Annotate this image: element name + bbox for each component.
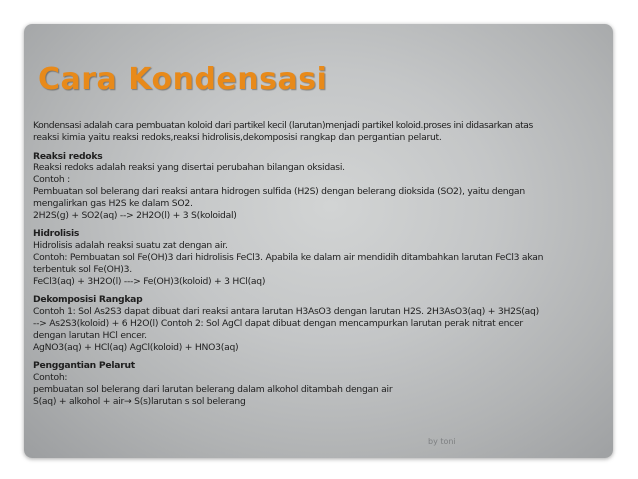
hidrolisis-equation: FeCl3(aq) + 3H2O(l) ---> Fe(OH)3(koloid) + 3 HCl(aq) <box>33 275 266 287</box>
dekomposisi-line: dengan larutan HCl encer. <box>33 329 147 341</box>
section-heading-dekomposisi: Dekomposisi Rangkap <box>33 294 143 306</box>
footer-author: by toni <box>428 437 456 446</box>
section-heading-redoks: Reaksi redoks <box>33 150 103 162</box>
hidrolisis-line: Hidrolisis adalah reaksi suatu zat dengan air. <box>33 240 228 252</box>
hidrolisis-line: Contoh: Pembuatan sol Fe(OH)3 dari hidrolisis FeCl3. Apabila ke dalam air mendidih ditambahkan larutan FeCl3 akan <box>33 251 544 263</box>
intro-line: reaksi kimia yaitu reaksi redoks,reaksi hidrolisis,dekomposisi rangkap dan pergantian pelarut. <box>33 131 442 143</box>
slide-body <box>33 120 611 408</box>
penggantian-equation: S(aq) + alkohol + air→ S(s)larutan s sol belerang <box>33 395 246 407</box>
hidrolisis-line: terbentuk sol Fe(OH)3. <box>33 263 132 275</box>
dekomposisi-line: --> As2S3(koloid) + 6 H2O(l) Contoh 2: Sol AgCl dapat dibuat dengan mencampurkan larutan perak nitrat encer <box>33 317 523 329</box>
penggantian-line: Contoh: <box>33 372 68 384</box>
section-heading-penggantian: Penggantian Pelarut <box>33 360 135 372</box>
dekomposisi-line: Contoh 1: Sol As2S3 dapat dibuat dari reaksi antara larutan H3AsO3 dengan larutan H2S. 2H3AsO3(aq) + 3H2S(aq) <box>33 306 539 318</box>
penggantian-line: pembuatan sol belerang dari larutan belerang dalam alkohol ditambah dengan air <box>33 383 393 395</box>
intro-line: Kondensasi adalah cara pembuatan koloid dari partikel kecil (larutan)menjadi partikel koloid.proses ini didasarkan atas <box>33 120 533 131</box>
redoks-line: Contoh : <box>33 174 70 186</box>
section-heading-hidrolisis: Hidrolisis <box>33 228 80 240</box>
redoks-line: Reaksi redoks adalah reaksi yang disertai perubahan bilangan oksidasi. <box>33 162 345 174</box>
redoks-equation: 2H2S(g) + SO2(aq) --> 2H2O(l) + 3 S(koloidal) <box>33 209 237 221</box>
slide-title: Cara Kondensasi <box>38 62 328 97</box>
redoks-line: Pembuatan sol belerang dari reaksi antara hidrogen sulfida (H2S) dengan belerang dioksida (SO2), yaitu dengan <box>33 185 525 197</box>
redoks-line: mengalirkan gas H2S ke dalam SO2. <box>33 197 193 209</box>
dekomposisi-equation: AgNO3(aq) + HCl(aq) AgCl(koloid) + HNO3(aq) <box>33 341 239 353</box>
